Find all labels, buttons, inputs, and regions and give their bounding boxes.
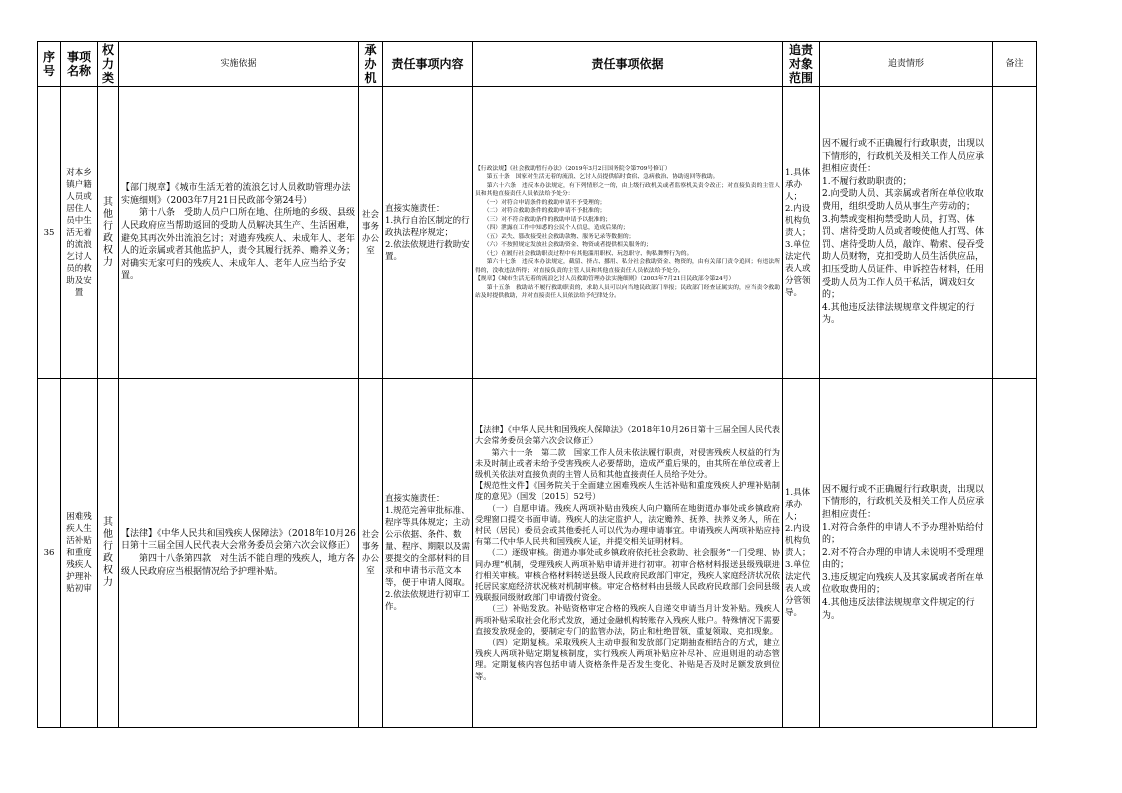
row-basis: 【法律】《中华人民共和国残疾人保障法》（2018年10月26日第十三届全国人民代表大会常务委员会第六次会议修正） 第四十八条第四款 对生活不能自理的残疾人，地方各级人民政府应当根据情况给予护理补贴。 — [119, 379, 359, 728]
row-no: 36 — [38, 379, 61, 728]
row-content: 直接实施责任： 1.执行自治区制定的行政执法程序规定； 2.依法依规进行救助安置。 — [383, 87, 473, 379]
row-dept: 社会事务办公室 — [359, 379, 383, 728]
row-no: 35 — [38, 87, 61, 379]
row-resp-basis: 【行政法规】《社会救助暂行办法》（2019年3月2日国务院令第709号修订） 第五十条 国家对生活无着的流浪、乞讨人员提供临时食宿、急病救治、协助返回等救助。 第六十六条 违反本办法规定，有下列情形之一的，由上级行政机关或者监察机关责令改正；对直接负责的主管人员和其他直接责任人员依法给予处分： （一）对符合申请条件的救助申请不予受理的； （二）对符合救助条件的救助申请不予批准的； （三）对不符合救助条件的救助申请予以批准的； （四）泄露在工作中知悉的公民个人信息，造成后果的； （五）丢失、篡改接受社会救助款物、服务记录等数据的； （六）不按照规定发放社会救助资金、物资或者提供相关服务的； （七）在履行社会救助职责过程中有其他滥用职权、玩忽职守、徇私舞弊行为的。 第六十七条 违反本办法规定，截留、挤占、挪用、私分社会救助资金、物资的，由有关部门责令追回；有违法所得的，没收违法所得；对直接负责的主管人员和其他直接责任人员依法给予处分。 【规章】《城市生活无着的流浪乞讨人员救助管理办法实施细则》（2003年7月21日民政部令第24号） 第十五条 救助站不履行救助职责的，求助人员可以向当地民政部门举报；民政部门经查证属实的，应当责令救助站及时提供救助，并对直接责任人员依法给予纪律处分。 — [473, 87, 783, 379]
row-resp-basis: 【法律】《中华人民共和国残疾人保障法》（2018年10月26日第十三届全国人民代表大会常务委员会第六次会议修正） 第六十一条 第二款 国家工作人员未依法履行职责，对侵害残疾人权益的行为未及时制止或者未给予受害残疾人必要帮助，造成严重后果的，由其所在单位或者上级机关依法对直接负责的主管人员和其他直接责任人员给予处分。 【规范性文件】《国务院关于全面建立困难残疾人生活补贴和重度残疾人护理补贴制度的意见》（国发〔2015〕52号） （一）自愿申请。残疾人两项补贴由残疾人向户籍所在地街道办事处或乡镇政府受理窗口提交书面申请。残疾人的法定监护人，法定赡养、抚养、扶养义务人，所在村民（居民）委员会或其他委托人可以代为办理申请事宜。申请残疾人两项补贴应持有第二代中华人民共和国残疾人证，并提交相关证明材料。 （二）逐级审核。街道办事处或乡镇政府依托社会救助、社会服务“一门受理、协同办理”机制，受理残疾人两项补贴申请并进行初审。初审合格材料报送县级残联进行相关审核。审核合格材料转送县级人民政府民政部门审定，残疾人家庭经济状况依托居民家庭经济状况核对机制审核。审定合格材料由县级人民政府民政部门会同县级残联报同级财政部门申请拨付资金。 （三）补贴发放。补贴资格审定合格的残疾人自递交申请当月计发补贴。残疾人两项补贴采取社会化形式发放，通过金融机构转账存入残疾人账户。特殊情况下需要直接发放现金的，要制定专门的监管办法，防止和杜绝冒领、重复领取、克扣现象。 （四）定期复核。采取残疾人主动申报和发放部门定期抽查相结合的方式，建立残疾人两项补贴定期复核制度，实行残疾人两项补贴应补尽补、应退则退的动态管理。定期复核内容包括申请人资格条件是否发生变化、补贴是否及时足额发放到位等。 — [473, 379, 783, 728]
row-type: 其他行政权力 — [98, 87, 119, 379]
header-type: 权力类 — [98, 42, 119, 87]
row-situation: 因不履行或不正确履行行政职责，出现以下情形的，行政机关及相关工作人员应承担相应责任： 1.不履行救助职责的； 2.向受助人员、其亲属或者所在单位收取费用，组织受助人员从事生产劳动的； 3.拘禁或变相拘禁受助人员，打骂、体罚、虐待受助人员或者唆使他人打骂、体罚、虐待受助人员，敲诈、勒索、侵吞受助人员财物，克扣受助人员生活供应品，扣压受助人员证件、申诉控告材料，任用受助人员为工作人员干私活，调戏妇女的； 4.其他违反法律法规规章文件规定的行为。 — [820, 87, 993, 379]
header-content: 责任事项内容 — [383, 42, 473, 87]
header-name: 事项名称 — [61, 42, 98, 87]
row-target: 1.具体承办人； 2.内设机构负责人； 3.单位法定代表人或分管领导。 — [783, 379, 820, 728]
header-no: 序号 — [38, 42, 61, 87]
table-row — [38, 87, 1037, 379]
row-note — [993, 379, 1037, 728]
row-target: 1.具体承办人； 2.内设机构负责人； 3.单位法定代表人或分管领导。 — [783, 87, 820, 379]
responsibility-table — [37, 41, 1037, 728]
row-dept: 社会事务办公室 — [359, 87, 383, 379]
header-situation: 追责情形 — [820, 42, 993, 87]
row-name: 困难残疾人生活补贴和重度残疾人护理补贴初审 — [61, 379, 98, 728]
row-name: 对本乡镇户籍人员或居住人员中生活无着的流浪乞讨人员的救助及安置 — [61, 87, 98, 379]
row-situation: 因不履行或不正确履行行政职责，出现以下情形的，行政机关及相关工作人员应承担相应责任： 1.对符合条件的申请人不予办理补贴给付的； 2.对不符合办理的申请人未说明不受理理由的； 3.违反规定向残疾人及其家属或者所在单位收取费用的； 4.其他违反法律法规规章文件规定的行为。 — [820, 379, 993, 728]
header-target: 追责对象范围 — [783, 42, 820, 87]
row-basis: 【部门规章】《城市生活无着的流浪乞讨人员救助管理办法实施细则》（2003年7月21日民政部令第24号） 第十八条 受助人员户口所在地、住所地的乡级、县级人民政府应当帮助返回的受助人员解决其生产、生活困难，避免其再次外出流浪乞讨；对遗弃残疾人、未成年人、老年人的近亲属或者其他监护人，责令其履行抚养、赡养义务；对确实无家可归的残疾人、未成年人、老年人应当给予安置。 — [119, 87, 359, 379]
row-type: 其他行政权力 — [98, 379, 119, 728]
header-row — [38, 42, 1037, 87]
header-note: 备注 — [993, 42, 1037, 87]
header-basis: 实施依据 — [119, 42, 359, 87]
row-note — [993, 87, 1037, 379]
table-row — [38, 379, 1037, 728]
header-dept: 承办机 — [359, 42, 383, 87]
header-resp-basis: 责任事项依据 — [473, 42, 783, 87]
row-content: 直接实施责任： 1.规范完善审批标准、程序等具体规定；主动公示依据、条件、数量、程序、期限以及需要提交的全部材料的目录和申请书示范文本等，便于申请人阅取。 2.依法依规进行初审工作。 — [383, 379, 473, 728]
